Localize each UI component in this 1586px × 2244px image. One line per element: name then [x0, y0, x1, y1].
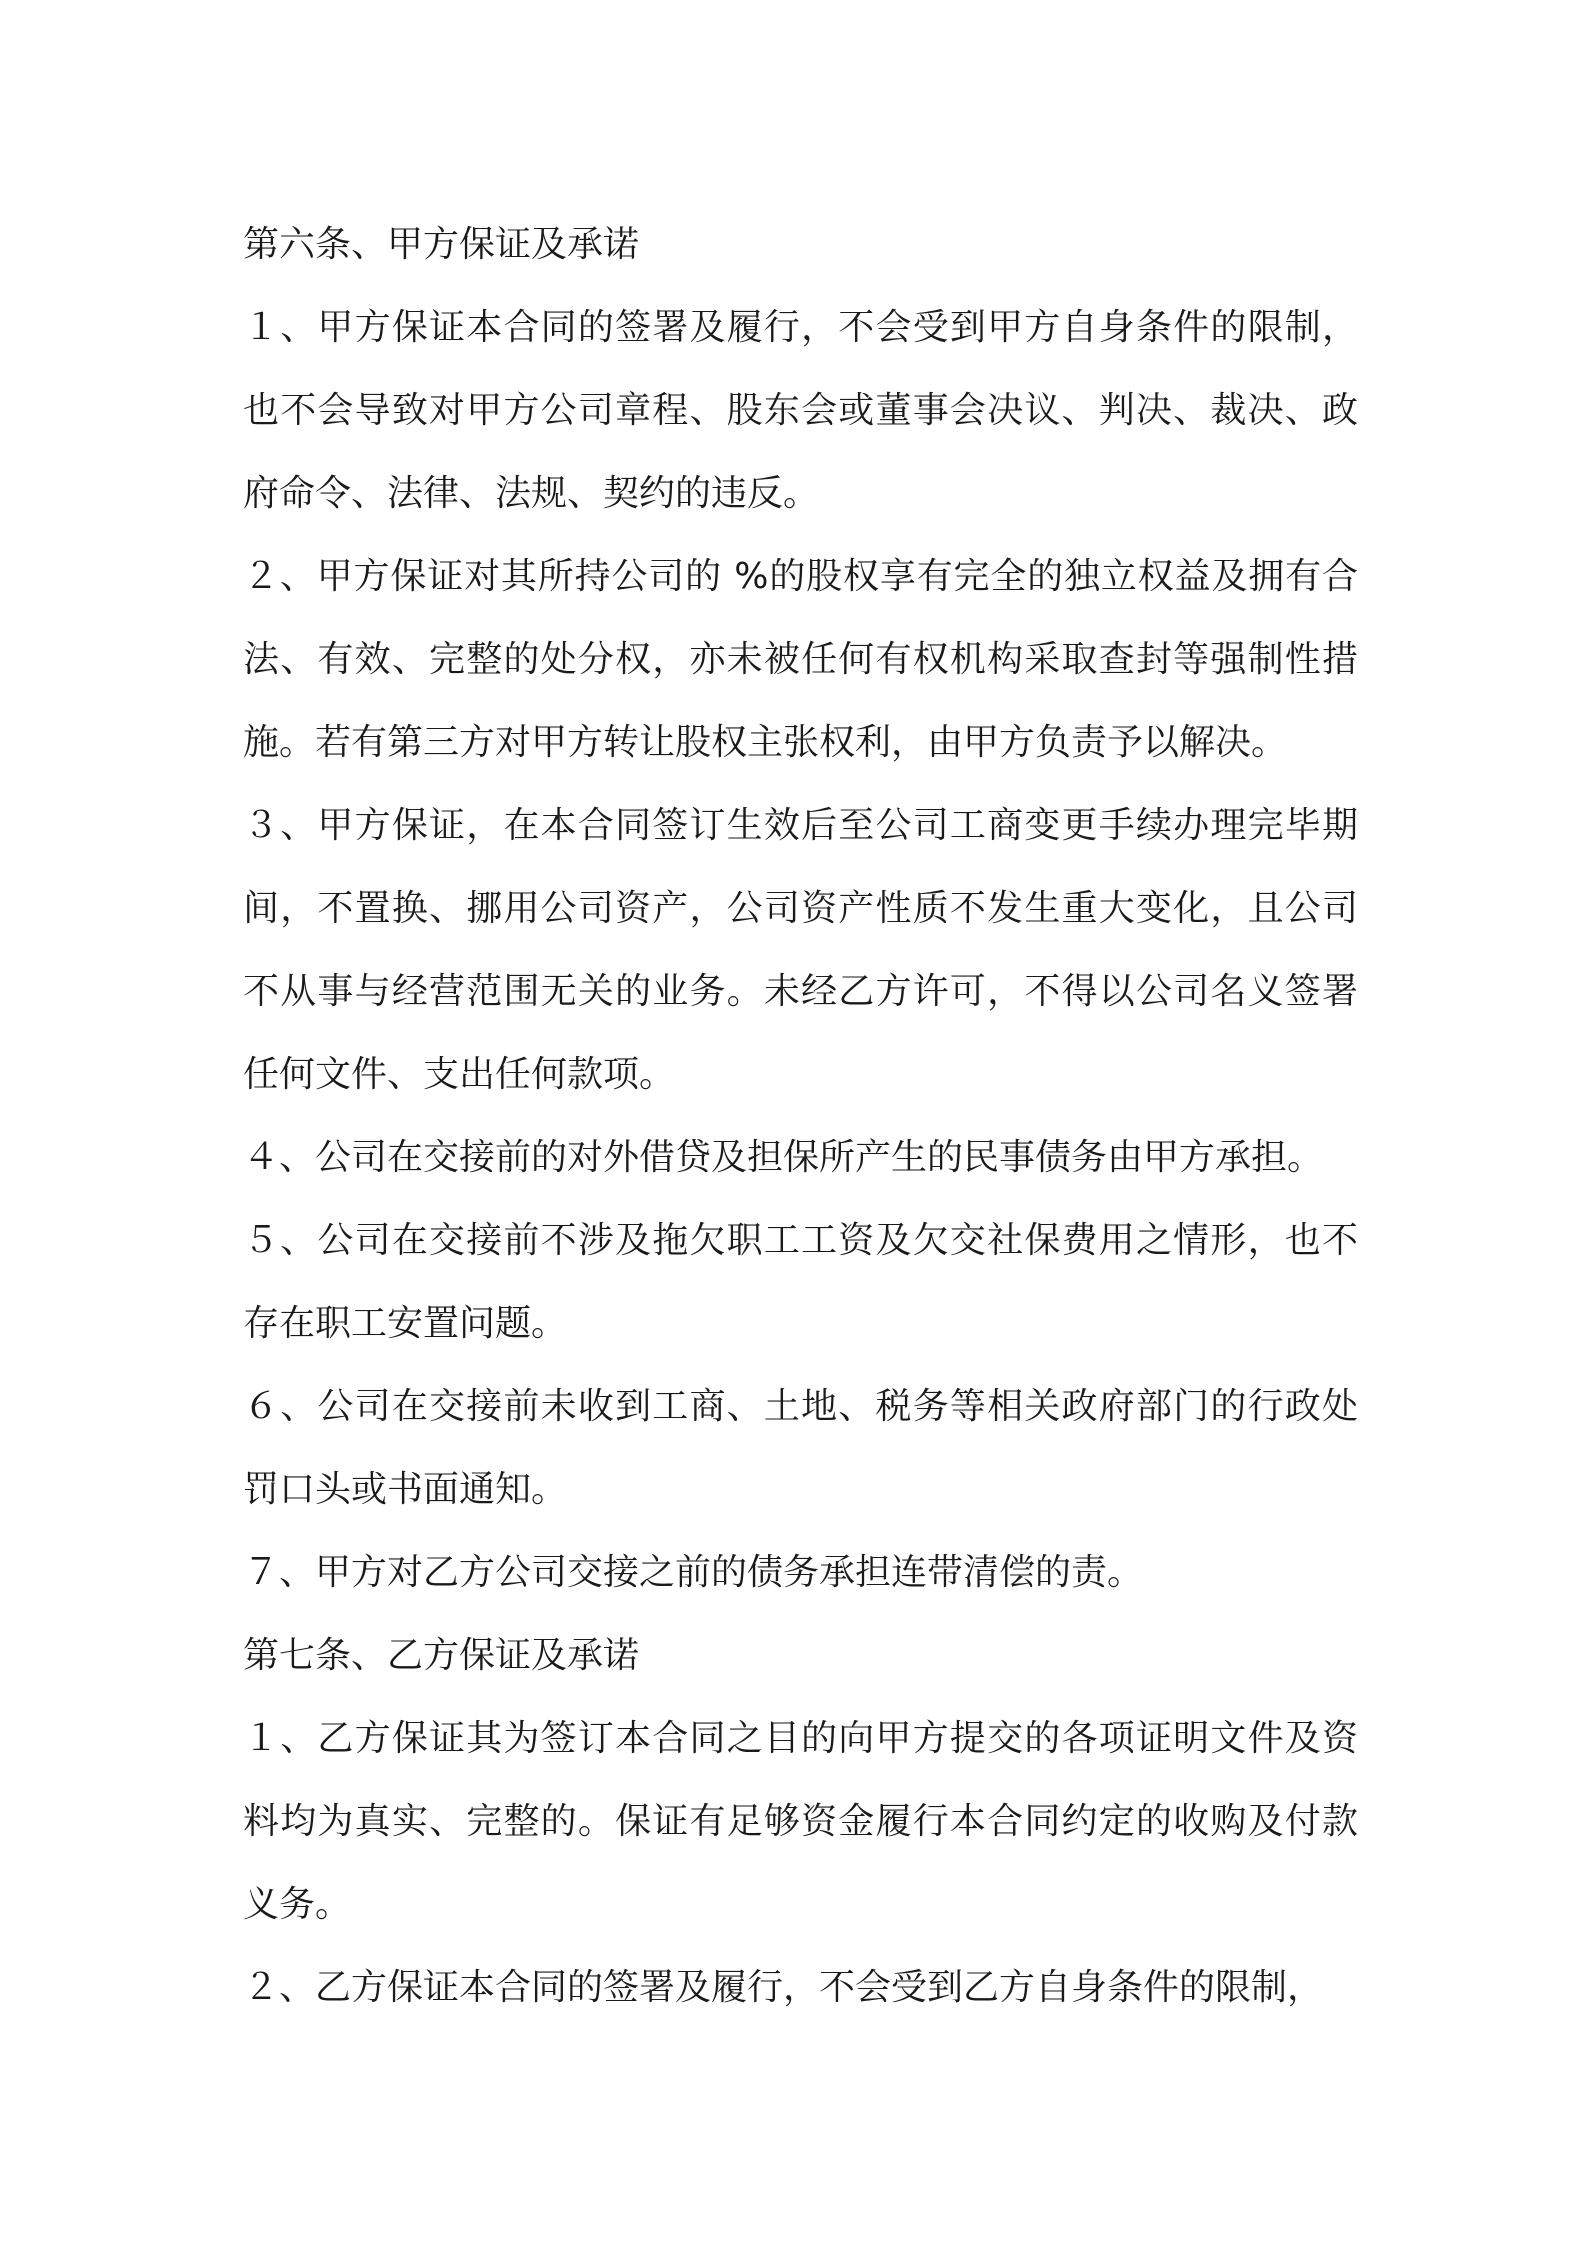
article-6-clause-6: ６、公司在交接前未收到工商、土地、税务等相关政府部门的行政处罚口头或书面通知。 — [243, 1386, 1358, 1510]
article-6-clause-2: ２、甲方保证对其所持公司的 %的股权享有完全的独立权益及拥有合法、有效、完整的处分权，亦未被任何有权机构采取查封等强制性措施。若有第三方对甲方转让股权主张权利，由甲方负责予以解决。 — [243, 556, 1358, 763]
article-7-clause-2: ２、乙方保证本合同的签署及履行，不会受到乙方自身条件的限制， — [243, 1967, 1324, 2008]
article-7-clause-1: １、乙方保证其为签订本合同之目的向甲方提交的各项证明文件及资料均为真实、完整的。保证有足够资金履行本合同约定的收购及付款义务。 — [243, 1718, 1358, 1925]
article-7-heading: 第七条、乙方保证及承诺 — [243, 1635, 640, 1676]
article-6-clause-7: ７、甲方对乙方公司交接之前的债务承担连带清偿的责。 — [243, 1552, 1144, 1593]
article-6-clause-1: １、甲方保证本合同的签署及履行，不会受到甲方自身条件的限制，也不会导致对甲方公司章程、股东会或董事会决议、判决、裁决、政府命令、法律、法规、契约的违反。 — [243, 307, 1358, 514]
article-6-clause-4: ４、公司在交接前的对外借贷及担保所产生的民事债务由甲方承担。 — [243, 1137, 1324, 1178]
article-6-clause-5: ５、公司在交接前不涉及拖欠职工工资及欠交社保费用之情形，也不存在职工安置问题。 — [243, 1220, 1358, 1344]
document-body — [243, 203, 1358, 2029]
article-6-clause-3: ３、甲方保证，在本合同签订生效后至公司工商变更手续办理完毕期间，不置换、挪用公司资产，公司资产性质不发生重大变化，且公司不从事与经营范围无关的业务。未经乙方许可，不得以公司名义签署任何文件、支出任何款项。 — [243, 805, 1358, 1095]
article-6-heading: 第六条、甲方保证及承诺 — [243, 224, 640, 265]
